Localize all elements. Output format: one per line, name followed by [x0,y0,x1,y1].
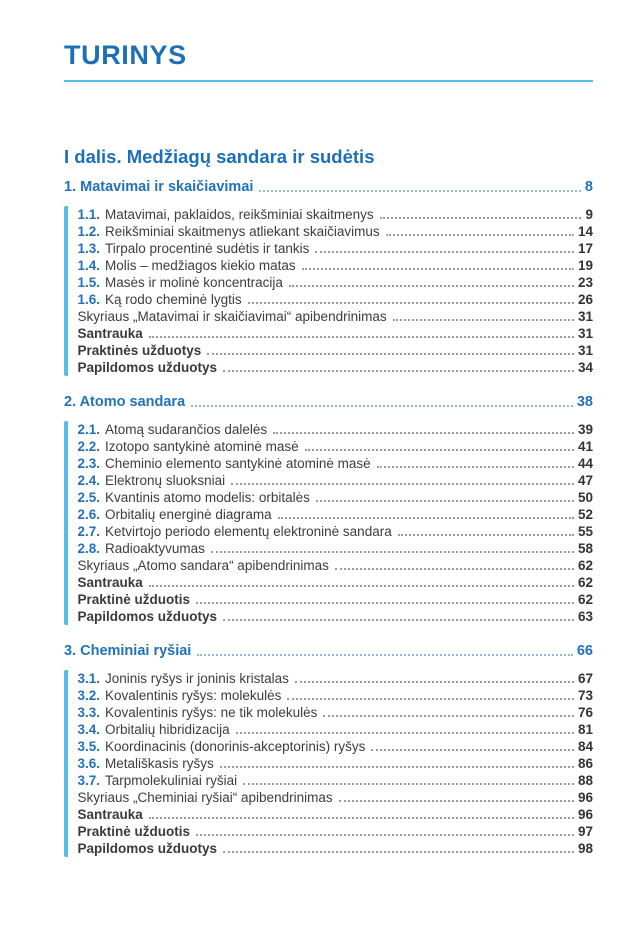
toc-entry [78,421,594,438]
entry-label: Papildomos užduotys [77,360,218,375]
entry-page-number: 84 [577,739,593,754]
dot-leader [220,766,574,768]
dot-leader [316,500,574,502]
entry-number: 2.4. [77,473,101,488]
entry-page-number: 52 [577,507,593,522]
entry-page-number: 26 [577,292,593,307]
toc-entry [78,274,594,291]
entry-number: 2.8. [77,541,101,556]
dot-leader [398,534,574,536]
entry-label: Papildomos užduotys [77,841,218,856]
toc-entry [78,223,594,240]
entry-number: 3.1. [77,671,101,686]
dot-leader [149,336,574,338]
entry-label: Masės ir molinė koncentracija [105,275,283,290]
toc-entry [78,557,594,574]
dot-leader [339,800,574,802]
toc-entry [78,472,594,489]
entry-page-number: 88 [577,773,593,788]
entry-number: 1.4. [77,258,101,273]
entry-label: Ketvirtojo periodo elementų elektroninė sandara [105,524,392,539]
chapters-container [64,179,593,857]
entry-number: 2.6. [77,507,101,522]
dot-leader [149,817,574,819]
dot-leader [289,285,574,287]
entry-number: 3.5. [77,739,101,754]
entry-label: Santrauka [77,807,143,822]
entry-label: Metališkasis ryšys [105,756,214,771]
toc-entry [78,823,594,840]
dot-leader [278,517,574,519]
toc-entry [78,308,594,325]
toc-entry [78,687,594,704]
chapter-title: 1. Matavimai ir skaičiavimai [64,179,254,195]
entry-page-number: 62 [577,575,593,590]
entry-number: 3.3. [77,705,101,720]
entry-label: Matavimai, paklaidos, reikšminiai skaitmenys [105,207,374,222]
dot-leader [335,568,574,570]
entry-page-number: 44 [577,456,593,471]
entry-label: Kovalentinis ryšys: molekulės [105,688,282,703]
toc-entry [78,806,594,823]
chapter-title-row [64,643,593,660]
entry-label: Skyriaus „Atomo sandara“ apibendrinimas [77,558,329,573]
entry-label: Kvantinis atomo modelis: orbitalės [105,490,310,505]
toc-entry [78,240,594,257]
entry-label: Orbitalių hibridizacija [105,722,230,737]
dot-leader [315,251,574,253]
entry-label: Skyriaus „Matavimai ir skaičiavimai“ apibendrinimas [77,309,387,324]
entry-page-number: 98 [577,841,593,856]
entry-label: Kovalentinis ryšys: ne tik molekulės [105,705,318,720]
dot-leader [371,749,574,751]
dot-leader [377,466,574,468]
entry-label: Ką rodo cheminė lygtis [105,292,242,307]
toc-entry [78,540,594,557]
entry-label: Tarpmolekuliniai ryšiai [105,773,238,788]
toc-entry [78,438,594,455]
entry-page-number: 39 [577,422,593,437]
chapter-title: 2. Atomo sandara [64,394,186,410]
entry-page-number: 31 [577,343,593,358]
entry-page-number: 17 [577,241,593,256]
toc-entry [78,591,594,608]
entry-page-number: 76 [577,705,593,720]
toc-entry [78,359,594,376]
toc-entry [78,574,594,591]
toc-entry [78,291,594,308]
chapter-block [64,179,593,376]
entry-number: 3.2. [77,688,101,703]
entry-number: 2.5. [77,490,101,505]
entry-page-number: 58 [577,541,593,556]
entry-page-number: 62 [577,592,593,607]
entry-page-number: 86 [577,756,593,771]
dot-leader [191,405,573,407]
entry-label: Atomą sudarančios dalelės [105,422,268,437]
entry-page-number: 67 [577,671,593,686]
dot-leader [273,432,574,434]
dot-leader [231,483,574,485]
entry-number: 2.1. [77,422,101,437]
entry-page-number: 47 [577,473,593,488]
dot-leader [223,619,574,621]
dot-leader [295,681,574,683]
toc-entry [78,738,594,755]
entry-page-number: 81 [577,722,593,737]
entry-page-number: 97 [577,824,593,839]
entry-page-number: 34 [577,360,593,375]
entry-page-number: 19 [577,258,593,273]
entry-label: Papildomos užduotys [77,609,218,624]
entry-label: Elektronų sluoksniai [105,473,226,488]
entry-number: 2.2. [77,439,101,454]
entry-page-number: 9 [585,207,593,222]
entry-label: Radioaktyvumas [105,541,205,556]
dot-leader [211,551,574,553]
dot-leader [380,217,582,219]
chapter-items [64,421,593,625]
toc-entry [78,325,594,342]
entry-label: Reikšminiai skaitmenys atliekant skaičiavimus [105,224,380,239]
dot-leader [236,732,574,734]
toc-entry [78,523,594,540]
dot-leader [223,851,574,853]
entry-page-number: 23 [577,275,593,290]
toc-entry [78,342,594,359]
entry-label: Joninis ryšys ir joninis kristalas [105,671,289,686]
chapter-items [64,206,593,376]
toc-entry [78,755,594,772]
dot-leader [259,190,581,192]
entry-page-number: 31 [577,309,593,324]
entry-label: Praktinė užduotis [77,592,191,607]
entry-label: Santrauka [77,326,143,341]
chapter-page-number: 38 [576,394,593,410]
toc-entry [78,489,594,506]
chapter-title: 3. Cheminiai ryšiai [64,643,192,659]
title-underline [64,80,593,82]
toc-entry [78,257,594,274]
entry-label: Molis – medžiagos kiekio matas [105,258,296,273]
dot-leader [386,234,574,236]
toc-entry [78,772,594,789]
entry-number: 2.7. [77,524,101,539]
entry-number: 2.3. [77,456,101,471]
page-title: TURINYS [64,40,187,70]
entry-page-number: 50 [577,490,593,505]
chapter-title-row [64,179,593,196]
chapter-items [64,670,593,857]
toc-entry [78,670,594,687]
toc-entry [78,506,594,523]
entry-number: 1.2. [77,224,101,239]
part-heading: I dalis. Medžiagų sandara ir sudėtis [64,146,375,167]
dot-leader [305,449,574,451]
toc-entry [78,608,594,625]
dot-leader [287,698,574,700]
toc-entry [78,704,594,721]
entry-number: 1.5. [77,275,101,290]
toc-entry [78,721,594,738]
entry-page-number: 55 [577,524,593,539]
entry-page-number: 14 [577,224,593,239]
entry-number: 1.3. [77,241,101,256]
chapter-page-number: 66 [576,643,593,659]
entry-label: Koordinacinis (donorinis-akceptorinis) ryšys [105,739,366,754]
entry-page-number: 31 [577,326,593,341]
entry-number: 3.6. [77,756,101,771]
entry-number: 1.6. [77,292,101,307]
dot-leader [302,268,574,270]
dot-leader [323,715,574,717]
toc-entry [78,840,594,857]
entry-number: 3.7. [77,773,101,788]
chapter-block [64,394,593,625]
chapter-page-number: 8 [584,179,593,195]
entry-number: 3.4. [77,722,101,737]
toc-entry [78,789,594,806]
entry-page-number: 96 [577,790,593,805]
chapter-block [64,643,593,857]
dot-leader [207,353,574,355]
dot-leader [248,302,574,304]
dot-leader [196,602,574,604]
entry-page-number: 73 [577,688,593,703]
entry-label: Praktinės užduotys [77,343,202,358]
entry-page-number: 96 [577,807,593,822]
entry-label: Orbitalių energinė diagrama [105,507,272,522]
dot-leader [223,370,574,372]
entry-page-number: 62 [577,558,593,573]
entry-label: Praktinė užduotis [77,824,191,839]
dot-leader [196,834,574,836]
entry-label: Izotopo santykinė atominė masė [105,439,299,454]
toc-entry [78,455,594,472]
toc-entry [78,206,594,223]
entry-page-number: 63 [577,609,593,624]
entry-page-number: 41 [577,439,593,454]
entry-label: Santrauka [77,575,143,590]
dot-leader [393,319,574,321]
dot-leader [149,585,574,587]
entry-number: 1.1. [77,207,101,222]
entry-label: Tirpalo procentinė sudėtis ir tankis [105,241,310,256]
entry-label: Skyriaus „Cheminiai ryšiai“ apibendrinimas [77,790,333,805]
chapter-title-row [64,394,593,411]
dot-leader [243,783,574,785]
dot-leader [197,654,573,656]
entry-label: Cheminio elemento santykinė atominė masė [105,456,371,471]
